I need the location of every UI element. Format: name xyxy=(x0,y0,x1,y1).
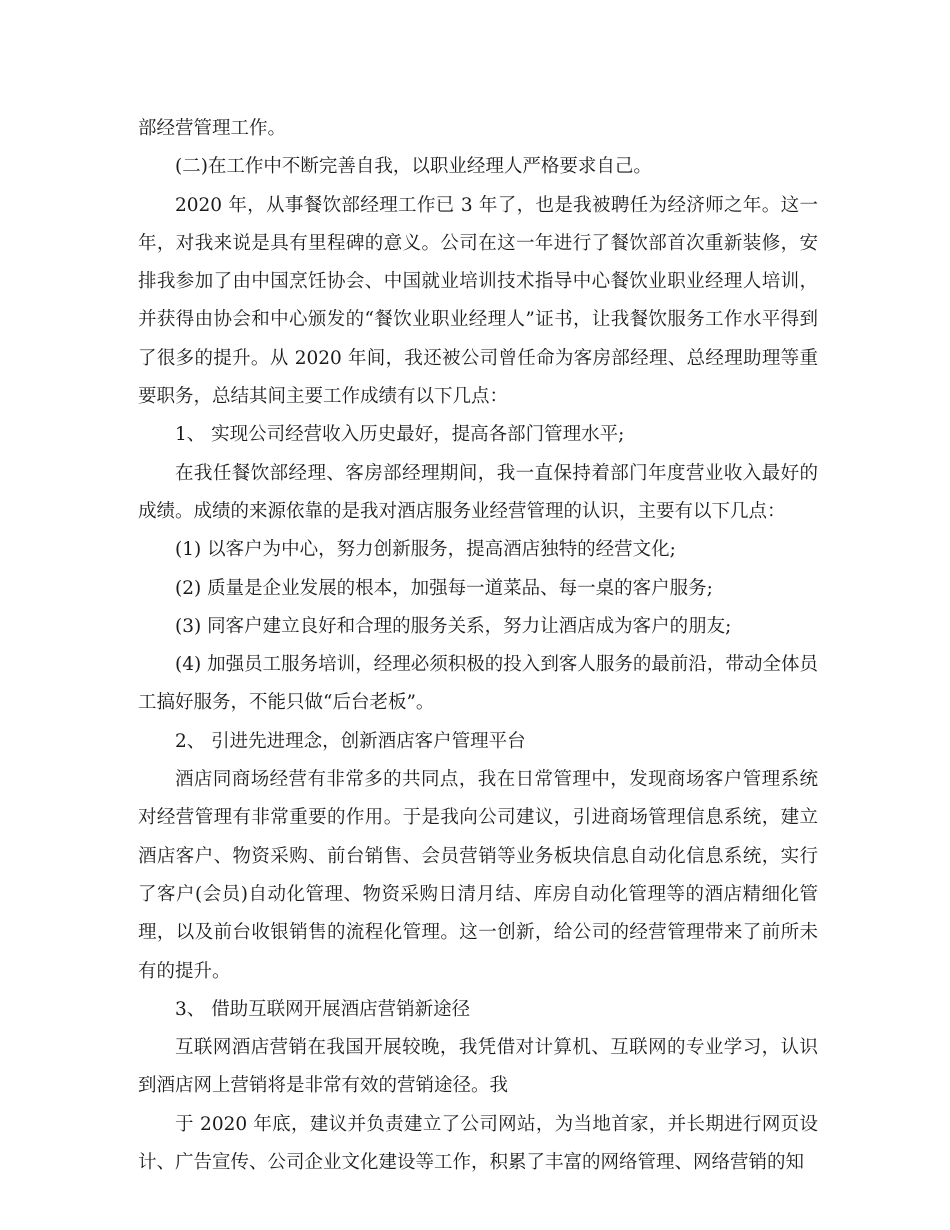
paragraph-3: 2020 年，从事餐饮部经理工作已 3 年了，也是我被聘任为经济师之年。这一年，对我来说是具有里程碑的意义。公司在这一年进行了餐饮部首次重新装修，安排我参加了由中国烹饪协会、中国就业培训技术指导中心餐饮业职业经理人培训，并获得由协会和中心颁发的“餐饮业职业经理人”证书，让我餐饮服务工作水平得到了很多的提升。从 2020 年间，我还被公司曾任命为客房部经理、总经理助理等重要职务，总结其间主要工作成绩有以下几点： xyxy=(138,194,818,408)
paragraph-9: (4) 加强员工服务培训，经理必须积极的投入到客人服务的最前沿，带动全体员工搞好服务，不能只做“后台老板”。 xyxy=(138,654,818,714)
paragraph-14: 于 2020 年底，建议并负责建立了公司网站，为当地首家，并长期进行网页设计、广告宣传、公司企业文化建设等工作，积累了丰富的网络管理、网络营销的知 xyxy=(138,1113,818,1174)
paragraph-8: (3) 同客户建立良好和合理的服务关系，努力让酒店成为客户的朋友; xyxy=(175,615,732,637)
paragraph-10: 2、 引进先进理念，创新酒店客户管理平台 xyxy=(175,730,526,752)
paragraph-2: (二)在工作中不断完善自我，以职业经理人严格要求自己。 xyxy=(175,156,652,178)
paragraph-5: 在我任餐饮部经理、客房部经理期间，我一直保持着部门年度营业收入最好的成绩。成绩的来源依靠的是我对酒店服务业经营管理的认识，主要有以下几点： xyxy=(138,462,818,522)
paragraph-13: 互联网酒店营销在我国开展较晚，我凭借对计算机、互联网的专业学习，认识到酒店网上营销将是非常有效的营销途径。我 xyxy=(138,1037,818,1097)
document-body xyxy=(138,110,818,1182)
paragraph-6: (1) 以客户为中心，努力创新服务，提高酒店独特的经营文化; xyxy=(175,539,676,561)
paragraph-11: 酒店同商场经营有非常多的共同点，我在日常管理中，发现商场客户管理系统对经营管理有非常重要的作用。于是我向公司建议，引进商场管理信息系统，建立酒店客户、物资采购、前台销售、会员营销等业务板块信息自动化信息系统，实行了客户(会员)自动化管理、物资采购日清月结、库房自动化管理等的酒店精细化管理，以及前台收银销售的流程化管理。这一创新，给公司的经营管理带来了前所未有的提升。 xyxy=(138,769,818,982)
paragraph-1: 部经营管理工作。 xyxy=(138,118,287,139)
paragraph-7: (2) 质量是企业发展的根本，加强每一道菜品、每一桌的客户服务; xyxy=(175,577,713,599)
paragraph-12: 3、 借助互联网开展酒店营销新途径 xyxy=(175,998,471,1020)
paragraph-4: 1、 实现公司经营收入历史最好，提高各部门管理水平; xyxy=(175,424,625,446)
